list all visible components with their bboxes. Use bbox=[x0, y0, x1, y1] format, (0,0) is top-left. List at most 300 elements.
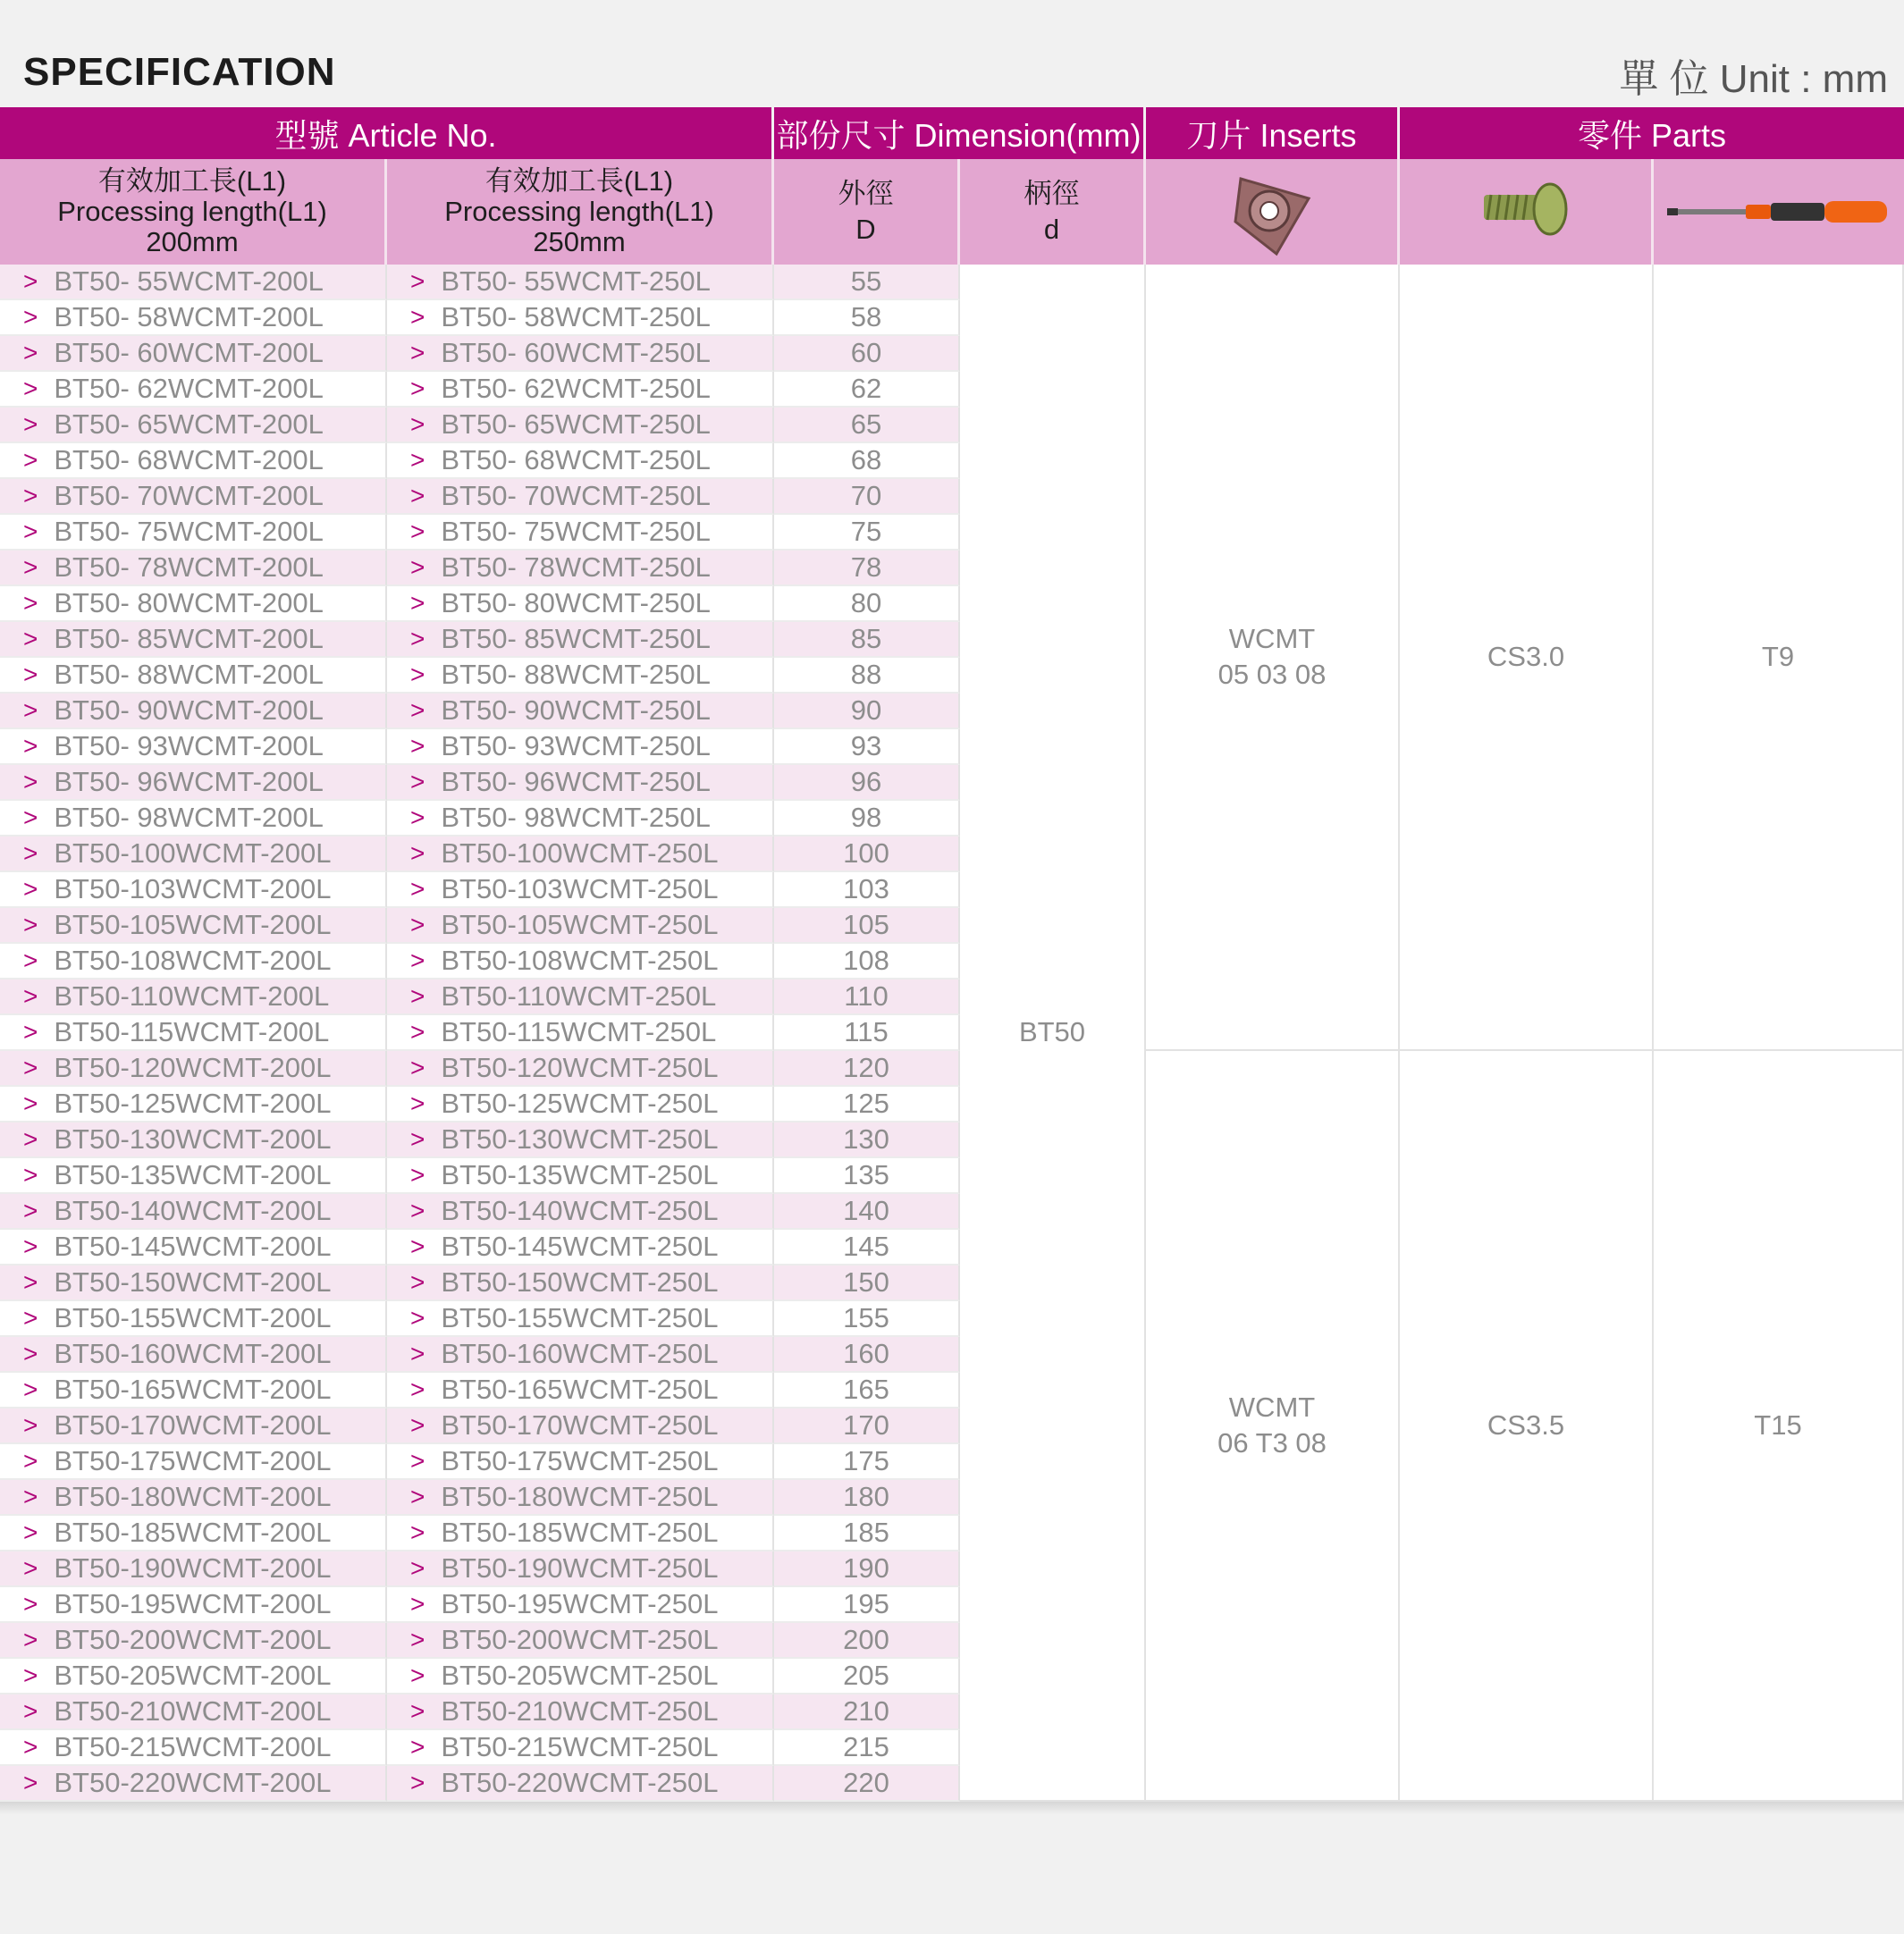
article-250[interactable] bbox=[387, 1694, 774, 1730]
subhead-key-image bbox=[1654, 159, 1904, 265]
article-200-label: BT50-210WCMT-200L bbox=[54, 1695, 332, 1727]
article-250-label: BT50-180WCMT-250L bbox=[441, 1481, 719, 1512]
article-250[interactable] bbox=[387, 1230, 774, 1266]
article-200-label: BT50- 68WCMT-200L bbox=[54, 444, 324, 475]
table-row bbox=[0, 1087, 960, 1123]
article-250[interactable] bbox=[387, 801, 774, 837]
shank-diameter-value: BT50 bbox=[960, 265, 1146, 1802]
article-250[interactable] bbox=[387, 515, 774, 551]
outer-diameter-value: 88 bbox=[774, 658, 960, 694]
subhead-len: 200mm bbox=[146, 226, 239, 257]
outer-diameter-value: 110 bbox=[774, 980, 960, 1015]
article-200[interactable] bbox=[0, 694, 387, 729]
outer-diameter-value: 96 bbox=[774, 765, 960, 801]
article-200[interactable] bbox=[0, 729, 387, 765]
table-row bbox=[0, 1659, 960, 1694]
article-250[interactable] bbox=[387, 1766, 774, 1802]
article-200-label: BT50- 90WCMT-200L bbox=[54, 694, 324, 726]
article-200-label: BT50- 80WCMT-200L bbox=[54, 587, 324, 618]
table-row bbox=[0, 1408, 960, 1444]
chevron-right-icon: > bbox=[410, 410, 425, 438]
chevron-right-icon: > bbox=[23, 1197, 38, 1224]
article-250-label: BT50-205WCMT-250L bbox=[441, 1660, 719, 1691]
table-row bbox=[0, 1194, 960, 1230]
chevron-right-icon: > bbox=[410, 1554, 425, 1582]
key-part: T15 bbox=[1654, 1051, 1904, 1802]
article-200-label: BT50-220WCMT-200L bbox=[54, 1767, 332, 1798]
article-250[interactable] bbox=[387, 443, 774, 479]
article-200[interactable] bbox=[0, 1444, 387, 1480]
table-row bbox=[0, 1587, 960, 1623]
chevron-right-icon: > bbox=[410, 1733, 425, 1761]
article-250-label: BT50- 55WCMT-250L bbox=[441, 265, 711, 297]
article-200[interactable] bbox=[0, 1087, 387, 1123]
table-row bbox=[0, 1373, 960, 1408]
article-250[interactable] bbox=[387, 1408, 774, 1444]
article-250[interactable] bbox=[387, 694, 774, 729]
article-250-label: BT50-120WCMT-250L bbox=[441, 1052, 719, 1083]
outer-diameter-value: 130 bbox=[774, 1123, 960, 1158]
chevron-right-icon: > bbox=[23, 303, 38, 331]
article-250-label: BT50-115WCMT-250L bbox=[441, 1016, 717, 1047]
outer-diameter-value: 100 bbox=[774, 837, 960, 872]
article-250-label: BT50-108WCMT-250L bbox=[441, 945, 719, 976]
article-200-label: BT50-195WCMT-200L bbox=[54, 1588, 332, 1619]
article-250[interactable] bbox=[387, 622, 774, 658]
article-200[interactable] bbox=[0, 1301, 387, 1337]
chevron-right-icon: > bbox=[23, 410, 38, 438]
table-row bbox=[0, 1694, 960, 1730]
header-article: 型號 Article No. bbox=[0, 107, 774, 159]
article-250[interactable] bbox=[387, 658, 774, 694]
table-row bbox=[0, 1623, 960, 1659]
table-row bbox=[0, 980, 960, 1015]
article-250[interactable] bbox=[387, 408, 774, 443]
chevron-right-icon: > bbox=[410, 482, 425, 509]
article-200[interactable] bbox=[0, 1230, 387, 1266]
subhead-sym: d bbox=[1043, 214, 1060, 245]
chevron-right-icon: > bbox=[23, 1304, 38, 1332]
article-200[interactable] bbox=[0, 515, 387, 551]
chevron-right-icon: > bbox=[410, 1161, 425, 1189]
article-200[interactable] bbox=[0, 1516, 387, 1551]
table-row bbox=[0, 801, 960, 837]
article-200-label: BT50- 98WCMT-200L bbox=[54, 802, 324, 833]
article-200-label: BT50- 78WCMT-200L bbox=[54, 551, 324, 583]
article-250[interactable] bbox=[387, 551, 774, 586]
article-250-label: BT50- 68WCMT-250L bbox=[441, 444, 711, 475]
article-200[interactable] bbox=[0, 1051, 387, 1087]
outer-diameter-value: 215 bbox=[774, 1730, 960, 1766]
article-250[interactable] bbox=[387, 1659, 774, 1694]
article-200[interactable] bbox=[0, 1766, 387, 1802]
article-250-label: BT50-210WCMT-250L bbox=[441, 1695, 719, 1727]
article-200[interactable] bbox=[0, 801, 387, 837]
article-200[interactable] bbox=[0, 1623, 387, 1659]
outer-diameter-value: 55 bbox=[774, 265, 960, 300]
outer-diameter-value: 150 bbox=[774, 1266, 960, 1301]
chevron-right-icon: > bbox=[23, 1268, 38, 1296]
article-250[interactable] bbox=[387, 1087, 774, 1123]
article-200[interactable] bbox=[0, 1551, 387, 1587]
article-250[interactable] bbox=[387, 1623, 774, 1659]
chevron-right-icon: > bbox=[23, 482, 38, 509]
insert-model bbox=[1146, 265, 1400, 1051]
chevron-right-icon: > bbox=[410, 732, 425, 760]
chevron-right-icon: > bbox=[410, 982, 425, 1010]
article-200-label: BT50-215WCMT-200L bbox=[54, 1731, 332, 1762]
outer-diameter-value: 170 bbox=[774, 1408, 960, 1444]
article-200[interactable] bbox=[0, 980, 387, 1015]
article-200[interactable] bbox=[0, 908, 387, 944]
chevron-right-icon: > bbox=[410, 1626, 425, 1653]
article-250-label: BT50- 60WCMT-250L bbox=[441, 337, 711, 368]
article-250[interactable] bbox=[387, 586, 774, 622]
outer-diameter-value: 160 bbox=[774, 1337, 960, 1373]
article-250[interactable] bbox=[387, 1301, 774, 1337]
chevron-right-icon: > bbox=[410, 267, 425, 295]
article-250[interactable] bbox=[387, 1158, 774, 1194]
chevron-right-icon: > bbox=[23, 553, 38, 581]
chevron-right-icon: > bbox=[23, 1518, 38, 1546]
chevron-right-icon: > bbox=[23, 1375, 38, 1403]
chevron-right-icon: > bbox=[23, 1697, 38, 1725]
article-250-label: BT50-150WCMT-250L bbox=[441, 1266, 719, 1298]
article-250[interactable] bbox=[387, 944, 774, 980]
table-row bbox=[0, 1766, 960, 1802]
chevron-right-icon: > bbox=[23, 267, 38, 295]
article-200[interactable] bbox=[0, 1659, 387, 1694]
chevron-right-icon: > bbox=[410, 768, 425, 795]
table-row bbox=[0, 586, 960, 622]
chevron-right-icon: > bbox=[410, 303, 425, 331]
screwdriver-icon bbox=[1667, 194, 1891, 230]
article-250[interactable] bbox=[387, 372, 774, 408]
article-200[interactable] bbox=[0, 336, 387, 372]
chevron-right-icon: > bbox=[410, 1411, 425, 1439]
chevron-right-icon: > bbox=[410, 1483, 425, 1510]
article-200-label: BT50-100WCMT-200L bbox=[54, 837, 332, 869]
outer-diameter-value: 68 bbox=[774, 443, 960, 479]
outer-diameter-value: 125 bbox=[774, 1087, 960, 1123]
article-250[interactable] bbox=[387, 1730, 774, 1766]
chevron-right-icon: > bbox=[23, 1483, 38, 1510]
chevron-right-icon: > bbox=[23, 768, 38, 795]
outer-diameter-value: 70 bbox=[774, 479, 960, 515]
article-200[interactable] bbox=[0, 586, 387, 622]
chevron-right-icon: > bbox=[23, 517, 38, 545]
chevron-right-icon: > bbox=[23, 1089, 38, 1117]
article-200[interactable] bbox=[0, 300, 387, 336]
chevron-right-icon: > bbox=[23, 625, 38, 652]
article-250-label: BT50-145WCMT-250L bbox=[441, 1231, 719, 1262]
table-row bbox=[0, 908, 960, 944]
article-250-label: BT50-215WCMT-250L bbox=[441, 1731, 719, 1762]
table-row bbox=[0, 694, 960, 729]
chevron-right-icon: > bbox=[410, 1018, 425, 1046]
table-row bbox=[0, 336, 960, 372]
unit-label: 單 位 Unit : mm bbox=[1619, 57, 1888, 101]
article-250[interactable] bbox=[387, 1266, 774, 1301]
article-250[interactable] bbox=[387, 265, 774, 300]
subhead-cn: 外徑 bbox=[838, 178, 894, 209]
chevron-right-icon: > bbox=[410, 1697, 425, 1725]
chevron-right-icon: > bbox=[410, 1089, 425, 1117]
article-200[interactable] bbox=[0, 1266, 387, 1301]
article-250[interactable] bbox=[387, 1516, 774, 1551]
subhead-cn: 有效加工長(L1) bbox=[484, 165, 674, 197]
chevron-right-icon: > bbox=[410, 589, 425, 617]
article-250[interactable] bbox=[387, 872, 774, 908]
table-row bbox=[0, 1551, 960, 1587]
article-200[interactable] bbox=[0, 443, 387, 479]
table-row bbox=[0, 944, 960, 980]
chevron-right-icon: > bbox=[410, 1518, 425, 1546]
table-row bbox=[0, 1444, 960, 1480]
header-inserts: 刀片 Inserts bbox=[1146, 107, 1400, 159]
outer-diameter-value: 220 bbox=[774, 1766, 960, 1802]
article-250-label: BT50- 88WCMT-250L bbox=[441, 659, 711, 690]
article-200[interactable] bbox=[0, 1158, 387, 1194]
table-row bbox=[0, 1730, 960, 1766]
article-200-label: BT50- 70WCMT-200L bbox=[54, 480, 324, 511]
article-250[interactable] bbox=[387, 1194, 774, 1230]
chevron-right-icon: > bbox=[410, 1769, 425, 1796]
subhead-en: Processing length(L1) bbox=[57, 196, 327, 227]
outer-diameter-value: 180 bbox=[774, 1480, 960, 1516]
chevron-right-icon: > bbox=[23, 946, 38, 974]
article-250[interactable] bbox=[387, 1373, 774, 1408]
article-250[interactable] bbox=[387, 1587, 774, 1623]
article-250[interactable] bbox=[387, 1551, 774, 1587]
chevron-right-icon: > bbox=[23, 374, 38, 402]
chevron-right-icon: > bbox=[23, 982, 38, 1010]
article-250-label: BT50-190WCMT-250L bbox=[441, 1552, 719, 1584]
chevron-right-icon: > bbox=[410, 1125, 425, 1153]
outer-diameter-value: 120 bbox=[774, 1051, 960, 1087]
article-250-label: BT50-103WCMT-250L bbox=[441, 873, 719, 904]
article-250[interactable] bbox=[387, 837, 774, 872]
table-row bbox=[0, 872, 960, 908]
article-250-label: BT50- 90WCMT-250L bbox=[441, 694, 711, 726]
article-200-label: BT50-180WCMT-200L bbox=[54, 1481, 332, 1512]
outer-diameter-value: 135 bbox=[774, 1158, 960, 1194]
article-200-label: BT50-120WCMT-200L bbox=[54, 1052, 332, 1083]
article-250[interactable] bbox=[387, 1051, 774, 1087]
chevron-right-icon: > bbox=[23, 696, 38, 724]
article-250-label: BT50- 96WCMT-250L bbox=[441, 766, 711, 797]
outer-diameter-value: 62 bbox=[774, 372, 960, 408]
article-250[interactable] bbox=[387, 1123, 774, 1158]
outer-diameter-value: 78 bbox=[774, 551, 960, 586]
table-row bbox=[0, 765, 960, 801]
table-row bbox=[0, 300, 960, 336]
insert-model-line1: WCMT bbox=[1228, 623, 1316, 654]
outer-diameter-value: 165 bbox=[774, 1373, 960, 1408]
article-200[interactable] bbox=[0, 265, 387, 300]
article-250[interactable] bbox=[387, 980, 774, 1015]
outer-diameter-value: 155 bbox=[774, 1301, 960, 1337]
article-250-label: BT50-195WCMT-250L bbox=[441, 1588, 719, 1619]
outer-diameter-value: 75 bbox=[774, 515, 960, 551]
article-200-label: BT50-165WCMT-200L bbox=[54, 1374, 332, 1405]
article-200[interactable] bbox=[0, 1408, 387, 1444]
chevron-right-icon: > bbox=[23, 803, 38, 831]
table-row bbox=[0, 1015, 960, 1051]
article-200[interactable] bbox=[0, 1194, 387, 1230]
article-200[interactable] bbox=[0, 1373, 387, 1408]
chevron-right-icon: > bbox=[23, 1733, 38, 1761]
table-row bbox=[0, 1158, 960, 1194]
article-200-label: BT50-108WCMT-200L bbox=[54, 945, 332, 976]
article-250[interactable] bbox=[387, 336, 774, 372]
article-200-label: BT50-125WCMT-200L bbox=[54, 1088, 332, 1119]
table-row bbox=[0, 1301, 960, 1337]
article-250[interactable] bbox=[387, 1480, 774, 1516]
article-200-label: BT50- 96WCMT-200L bbox=[54, 766, 324, 797]
article-200[interactable] bbox=[0, 551, 387, 586]
article-200[interactable] bbox=[0, 622, 387, 658]
article-200[interactable] bbox=[0, 1694, 387, 1730]
outer-diameter-value: 90 bbox=[774, 694, 960, 729]
article-200[interactable] bbox=[0, 372, 387, 408]
article-250[interactable] bbox=[387, 729, 774, 765]
chevron-right-icon: > bbox=[23, 1661, 38, 1689]
chevron-right-icon: > bbox=[23, 1018, 38, 1046]
chevron-right-icon: > bbox=[23, 732, 38, 760]
chevron-right-icon: > bbox=[23, 446, 38, 474]
chevron-right-icon: > bbox=[23, 1626, 38, 1653]
chevron-right-icon: > bbox=[23, 839, 38, 867]
insert-model bbox=[1146, 1051, 1400, 1802]
article-250-label: BT50-185WCMT-250L bbox=[441, 1517, 719, 1548]
outer-diameter-value: 98 bbox=[774, 801, 960, 837]
article-200[interactable] bbox=[0, 1123, 387, 1158]
article-250-label: BT50-100WCMT-250L bbox=[441, 837, 719, 869]
article-200-label: BT50- 58WCMT-200L bbox=[54, 301, 324, 332]
article-250-label: BT50- 85WCMT-250L bbox=[441, 623, 711, 654]
article-200-label: BT50-200WCMT-200L bbox=[54, 1624, 332, 1655]
chevron-right-icon: > bbox=[410, 946, 425, 974]
article-250-label: BT50-220WCMT-250L bbox=[441, 1767, 719, 1798]
outer-diameter-value: 140 bbox=[774, 1194, 960, 1230]
article-250[interactable] bbox=[387, 1015, 774, 1051]
article-200-label: BT50- 93WCMT-200L bbox=[54, 730, 324, 761]
table-row bbox=[0, 658, 960, 694]
article-200[interactable] bbox=[0, 872, 387, 908]
article-250-label: BT50-175WCMT-250L bbox=[441, 1445, 719, 1476]
article-200[interactable] bbox=[0, 1015, 387, 1051]
chevron-right-icon: > bbox=[410, 1590, 425, 1618]
chevron-right-icon: > bbox=[410, 1197, 425, 1224]
chevron-right-icon: > bbox=[23, 1125, 38, 1153]
article-200[interactable] bbox=[0, 1480, 387, 1516]
article-200-label: BT50-155WCMT-200L bbox=[54, 1302, 332, 1333]
article-200[interactable] bbox=[0, 479, 387, 515]
table-row bbox=[0, 729, 960, 765]
article-200[interactable] bbox=[0, 658, 387, 694]
table-row bbox=[0, 372, 960, 408]
chevron-right-icon: > bbox=[23, 1161, 38, 1189]
article-250-label: BT50-130WCMT-250L bbox=[441, 1123, 719, 1155]
chevron-right-icon: > bbox=[23, 660, 38, 688]
article-200[interactable] bbox=[0, 765, 387, 801]
subhead-len: 250mm bbox=[533, 226, 626, 257]
article-200-label: BT50-135WCMT-200L bbox=[54, 1159, 332, 1190]
article-200[interactable] bbox=[0, 1587, 387, 1623]
page-title: SPECIFICATION bbox=[23, 50, 336, 94]
table-row bbox=[0, 1480, 960, 1516]
article-200[interactable] bbox=[0, 1730, 387, 1766]
table-row bbox=[0, 837, 960, 872]
chevron-right-icon: > bbox=[410, 696, 425, 724]
article-250[interactable] bbox=[387, 479, 774, 515]
table-row bbox=[0, 1266, 960, 1301]
chevron-right-icon: > bbox=[410, 339, 425, 366]
article-250[interactable] bbox=[387, 300, 774, 336]
chevron-right-icon: > bbox=[410, 839, 425, 867]
table-row bbox=[0, 515, 960, 551]
outer-diameter-value: 103 bbox=[774, 872, 960, 908]
article-250-label: BT50-110WCMT-250L bbox=[441, 980, 717, 1012]
subhead-shank-diameter bbox=[960, 159, 1146, 265]
article-200[interactable] bbox=[0, 837, 387, 872]
article-250-label: BT50- 62WCMT-250L bbox=[441, 373, 711, 404]
article-200[interactable] bbox=[0, 944, 387, 980]
subhead-sym: D bbox=[855, 214, 876, 245]
header-parts: 零件 Parts bbox=[1400, 107, 1904, 159]
table-row bbox=[0, 443, 960, 479]
chevron-right-icon: > bbox=[23, 1054, 38, 1081]
article-250[interactable] bbox=[387, 1444, 774, 1480]
insert-model-line1: WCMT bbox=[1228, 1392, 1316, 1423]
article-250[interactable] bbox=[387, 765, 774, 801]
article-200-label: BT50-160WCMT-200L bbox=[54, 1338, 332, 1369]
article-250[interactable] bbox=[387, 1337, 774, 1373]
chevron-right-icon: > bbox=[410, 1268, 425, 1296]
article-250[interactable] bbox=[387, 908, 774, 944]
outer-diameter-value: 205 bbox=[774, 1659, 960, 1694]
chevron-right-icon: > bbox=[23, 589, 38, 617]
chevron-right-icon: > bbox=[23, 339, 38, 366]
article-250-label: BT50-160WCMT-250L bbox=[441, 1338, 719, 1369]
chevron-right-icon: > bbox=[410, 1340, 425, 1367]
table-row bbox=[0, 1337, 960, 1373]
chevron-right-icon: > bbox=[410, 1304, 425, 1332]
outer-diameter-value: 85 bbox=[774, 622, 960, 658]
table-row bbox=[0, 551, 960, 586]
article-250-label: BT50-165WCMT-250L bbox=[441, 1374, 719, 1405]
screw-part: CS3.0 bbox=[1400, 265, 1654, 1051]
article-200-label: BT50-185WCMT-200L bbox=[54, 1517, 332, 1548]
article-250-label: BT50-155WCMT-250L bbox=[441, 1302, 719, 1333]
table-row bbox=[0, 408, 960, 443]
article-250-label: BT50- 70WCMT-250L bbox=[441, 480, 711, 511]
article-250-label: BT50-170WCMT-250L bbox=[441, 1409, 719, 1441]
article-200[interactable] bbox=[0, 1337, 387, 1373]
insert-icon bbox=[1223, 163, 1321, 261]
outer-diameter-value: 80 bbox=[774, 586, 960, 622]
chevron-right-icon: > bbox=[410, 1447, 425, 1475]
subhead-length-200 bbox=[0, 159, 387, 265]
chevron-right-icon: > bbox=[410, 1661, 425, 1689]
article-200-label: BT50-130WCMT-200L bbox=[54, 1123, 332, 1155]
screw-part: CS3.5 bbox=[1400, 1051, 1654, 1802]
chevron-right-icon: > bbox=[23, 1447, 38, 1475]
article-200[interactable] bbox=[0, 408, 387, 443]
article-250-label: BT50- 78WCMT-250L bbox=[441, 551, 711, 583]
key-part: T9 bbox=[1654, 265, 1904, 1051]
